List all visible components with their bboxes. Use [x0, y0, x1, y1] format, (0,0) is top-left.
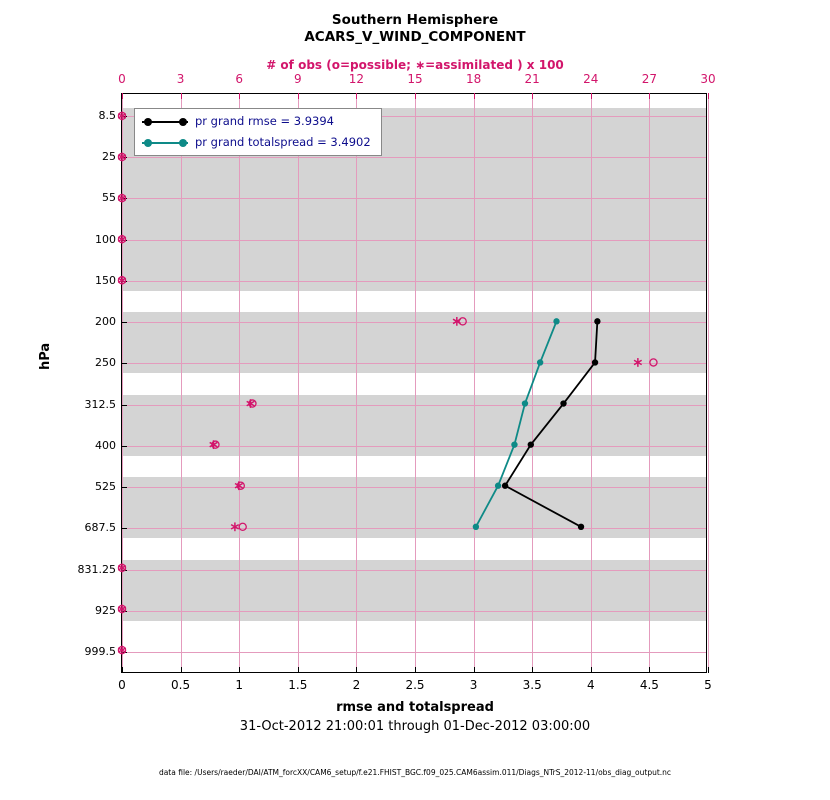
date-range-label: 31-Oct-2012 21:00:01 through 01-Dec-2012 03:00:00	[239, 719, 591, 734]
legend-entry-rmse	[135, 112, 381, 132]
obs-possible-marker	[239, 523, 246, 530]
series-marker	[592, 359, 598, 365]
ticklabel-bottom: 4.5	[639, 678, 659, 692]
y-axis-title: hPa	[38, 342, 53, 370]
ticklabel-bottom: 3	[469, 678, 478, 692]
series-marker	[553, 318, 559, 324]
ticklabel-bottom: 4	[586, 678, 595, 692]
ticklabel-bottom: 0	[118, 678, 126, 692]
x-axis-title: rmse and totalspread	[336, 700, 494, 715]
series-marker	[594, 318, 600, 324]
ticklabel-bottom: 3.5	[522, 678, 542, 692]
ticklabel-level: 312.5	[84, 397, 116, 411]
ticklabel-bottom: 1	[235, 678, 243, 692]
series-marker	[578, 524, 584, 530]
tick-top	[708, 93, 709, 99]
ticklabel-level: 925	[95, 603, 116, 617]
series-line	[476, 321, 557, 526]
legend	[134, 108, 382, 156]
ticklabel-level: 999.5	[84, 645, 116, 658]
ticklabel-level: 55	[102, 191, 116, 205]
ticklabel-level: 150	[95, 273, 116, 287]
ticklabel-level: 831.25	[77, 562, 116, 576]
title-line-1: Southern Hemisphere	[331, 12, 499, 28]
ticklabel-top: 6	[235, 72, 243, 86]
legend-label-rmse: pr grand rmse = 3.9394	[195, 114, 334, 128]
legend-dot-totalspread-right	[179, 139, 187, 147]
series-marker	[522, 400, 528, 406]
obs-possible-marker	[459, 318, 466, 325]
legend-label-totalspread: pr grand totalspread = 3.4902	[195, 135, 371, 149]
data-file-footer: data file: /Users/raeder/DAI/ATM_forcXX/CAM6_setup/f.e21.FHIST_BGC.f09_025.CAM6assim.011/Diags_NTrS_2012-11/obs_diag_output.nc	[158, 768, 672, 777]
tick-bottom	[708, 667, 709, 673]
obs-possible-marker	[650, 359, 657, 366]
top-axis-label: # of obs (o=possible; ∗=assimilated ) x 100	[266, 58, 564, 72]
series-marker	[502, 483, 508, 489]
legend-dot-rmse-right	[179, 118, 187, 126]
series-marker	[495, 483, 501, 489]
ticklabel-top: 24	[583, 72, 599, 86]
ticklabel-bottom: 0.5	[171, 678, 191, 692]
obs-assimilated-marker	[634, 358, 642, 367]
ticklabel-top: 21	[524, 72, 540, 86]
series-marker	[528, 441, 534, 447]
ticklabel-top: 15	[407, 72, 423, 86]
chart-title	[0, 12, 830, 46]
ticklabel-top: 30	[700, 72, 716, 86]
ticklabel-level: 687.5	[84, 521, 116, 535]
gridline-vertical	[708, 94, 709, 672]
ticklabel-level: 200	[95, 315, 116, 329]
series-marker	[537, 359, 543, 365]
ticklabel-level: 8.5	[98, 109, 116, 122]
series-marker	[511, 441, 517, 447]
ticklabel-level: 100	[95, 232, 116, 246]
ticklabel-bottom: 1.5	[288, 678, 308, 692]
ticklabel-bottom: 5	[704, 678, 712, 692]
ticklabel-level: 25	[102, 150, 116, 164]
legend-dot-totalspread-left	[144, 139, 152, 147]
ticklabel-level: 250	[95, 356, 116, 370]
ticklabel-level: 400	[95, 438, 116, 452]
legend-entry-totalspread	[135, 133, 381, 153]
ticklabel-bottom: 2	[352, 678, 361, 692]
ticklabel-top: 12	[348, 72, 365, 86]
obs-assimilated-marker	[231, 522, 239, 531]
ticklabel-bottom: 2.5	[405, 678, 425, 692]
series-overlay	[122, 94, 706, 672]
ticklabel-top: 18	[465, 72, 482, 86]
series-marker	[473, 524, 479, 530]
ticklabel-level: 525	[95, 480, 116, 494]
ticklabel-top: 9	[293, 72, 302, 86]
ticklabel-top: 0	[118, 72, 126, 86]
title-line-2: ACARS_V_WIND_COMPONENT	[304, 29, 526, 45]
series-marker	[560, 400, 566, 406]
ticklabel-top: 27	[641, 72, 658, 86]
ticklabel-top: 3	[176, 72, 185, 86]
plot-area	[77, 72, 716, 692]
legend-dot-rmse-left	[144, 118, 152, 126]
